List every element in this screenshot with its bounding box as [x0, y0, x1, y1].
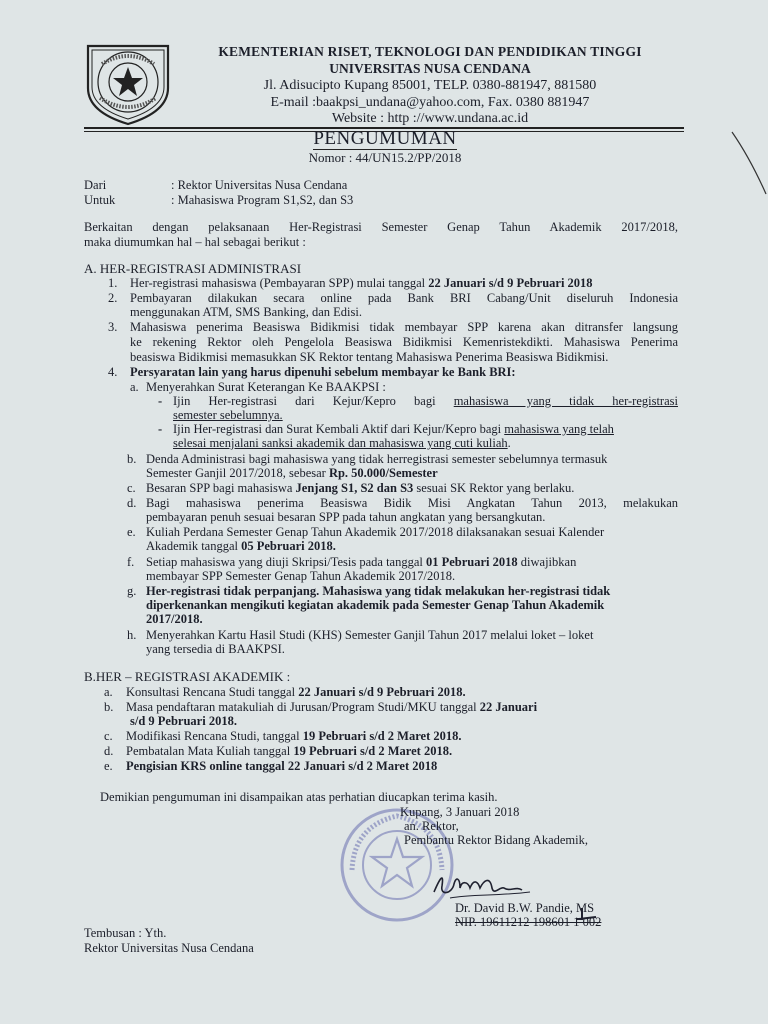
- document-number: Nomor : 44/UN15.2/PP/2018: [308, 150, 462, 165]
- subitem-label: a.: [130, 380, 139, 394]
- subitem-label: b.: [104, 700, 114, 714]
- subitem-d-line-2: pembayaran penuh sesuai besaran SPP pada tahun angkatan yang bersangkutan.: [146, 510, 546, 524]
- signatory-name: Dr. David B.W. Pandie, MS: [455, 901, 595, 915]
- subitem-a1-line-1: Ijin Her-registrasi dari Kejur/Kepro bagi mahasiswa yang tidak her-registrasi: [173, 394, 678, 408]
- item-3-line-3: beasiswa Bidikmisi memasukkan SK Rektor tentang Mahasiswa Penerima Beasiswa Bidikmisi.: [130, 350, 609, 364]
- section-b-item-d: Pembatalan Mata Kuliah tanggal 19 Pebruari s/d 2 Maret 2018.: [126, 744, 453, 758]
- subitem-label: c.: [104, 729, 113, 743]
- university-logo: [82, 42, 174, 126]
- subitem-d-line-1: Bagi mahasiswa penerima Beasiswa Bidik Misi Angkatan Tahun 2013, melakukan: [146, 496, 678, 510]
- subitem-h-line-2: yang tersedia di BAAKPSI.: [146, 642, 285, 656]
- item-number: 1.: [108, 276, 118, 290]
- subitem-a2-line-2: selesai menjalani sanksi akademik dan mahasiswa yang cuti kuliah.: [173, 436, 511, 450]
- subitem-label: d.: [104, 744, 114, 758]
- subitem-a-text: Menyerahkan Surat Keterangan Ke BAAKPSI :: [146, 380, 386, 394]
- university-name: UNIVERSITAS NUSA CENDANA: [329, 61, 531, 76]
- subitem-label: a.: [104, 685, 113, 699]
- untuk-value: : Mahasiswa Program S1,S2, dan S3: [171, 193, 354, 207]
- item-number: 2.: [108, 291, 118, 305]
- ministry-name: KEMENTERIAN RISET, TEKNOLOGI DAN PENDIDIKAN TINGGI: [218, 44, 642, 59]
- section-b-item-a: Konsultasi Rencana Studi tanggal 22 Januari s/d 9 Pebruari 2018.: [126, 685, 466, 699]
- item-2-line-1: Pembayaran dilakukan secara online pada Bank BRI Cabang/Unit diseluruh Indonesia: [130, 291, 678, 305]
- section-b-item-b-line-2: s/d 9 Pebruari 2018.: [130, 714, 237, 728]
- item-4-text: Persyaratan lain yang harus dipenuhi sebelum membayar ke Bank BRI:: [130, 365, 516, 379]
- untuk-label: Untuk: [84, 193, 116, 207]
- section-b-item-b-line-1: Masa pendaftaran matakuliah di Jurusan/Program Studi/MKU tanggal 22 Januari: [126, 700, 538, 714]
- intro-line-1: Berkaitan dengan pelaksanaan Her-Registrasi Semester Genap Tahun Akademik 2017/2018,: [84, 220, 678, 234]
- dari-value: : Rektor Universitas Nusa Cendana: [171, 178, 348, 192]
- signature-on-behalf: an. Rektor,: [404, 819, 459, 833]
- university-website: Website : http ://www.undana.ac.id: [331, 111, 529, 126]
- intro-line-2: maka diumumkan hal – hal sebagai berikut :: [84, 235, 306, 249]
- item-2-line-2: menggunakan ATM, SMS Banking, dan Edisi.: [130, 305, 362, 319]
- dari-label: Dari: [84, 178, 107, 192]
- subitem-label: e.: [104, 759, 113, 773]
- subitem-label: g.: [127, 584, 137, 598]
- university-address: Jl. Adisucipto Kupang 85001, TELP. 0380-881947, 881580: [263, 78, 597, 93]
- tembusan-label: Tembusan : Yth.: [84, 926, 167, 940]
- subitem-c-text: Besaran SPP bagi mahasiswa Jenjang S1, S2 dan S3 sesuai SK Rektor yang berlaku.: [146, 481, 575, 495]
- subitem-h-line-1: Menyerahkan Kartu Hasil Studi (KHS) Semester Ganjil Tahun 2017 melalui loket – loket: [146, 628, 594, 642]
- subitem-a1-line-2: semester sebelumnya.: [173, 408, 283, 422]
- subitem-label: c.: [127, 481, 136, 495]
- section-b-item-c: Modifikasi Rencana Studi, tanggal 19 Pebruari s/d 2 Maret 2018.: [126, 729, 462, 743]
- subitem-b-line-2: Semester Ganjil 2017/2018, sebesar Rp. 50.000/Semester: [146, 466, 438, 480]
- scan-edge-mark: [728, 128, 768, 198]
- signatory-nip: NIP. 19611212 198601 1 002: [455, 915, 602, 929]
- subitem-a2-line-1: Ijin Her-registrasi dan Surat Kembali Aktif dari Kejur/Kepro bagi mahasiswa yang telah: [173, 422, 614, 436]
- subitem-g-line-1: Her-registrasi tidak perpanjang. Mahasiswa yang tidak melakukan her-registrasi tidak: [146, 584, 611, 598]
- subitem-b-line-1: Denda Administrasi bagi mahasiswa yang tidak herregistrasi semester sebelumnya termasuk: [146, 452, 608, 466]
- section-b-heading: B.HER – REGISTRASI AKADEMIK :: [84, 669, 291, 684]
- item-1-text: Her-registrasi mahasiswa (Pembayaran SPP) mulai tanggal 22 Januari s/d 9 Pebruari 2018: [130, 276, 593, 290]
- signature-position: Pembantu Rektor Bidang Akademik,: [404, 833, 589, 847]
- subitem-f-line-2: membayar SPP Semester Genap Tahun Akademik 2017/2018.: [146, 569, 456, 583]
- signature-place-date: Kupang, 3 Januari 2018: [400, 805, 520, 819]
- section-a-heading: A. HER-REGISTRASI ADMINISTRASI: [84, 261, 302, 276]
- subitem-label: d.: [127, 496, 137, 510]
- item-3-line-1: Mahasiswa penerima Beasiswa Bidikmisi tidak membayar SPP karena akan ditransfer langsung: [130, 320, 678, 334]
- item-3-line-2: ke rekening Rektor oleh Pengelola Beasiswa Bidikmisi Kemenristekdikti. Mahasiswa Penerima: [130, 335, 678, 349]
- subitem-label: e.: [127, 525, 136, 539]
- subitem-label: f.: [127, 555, 135, 569]
- section-b-item-e: Pengisian KRS online tanggal 22 Januari s/d 2 Maret 2018: [126, 759, 438, 773]
- tembusan-value: Rektor Universitas Nusa Cendana: [84, 941, 254, 955]
- item-number: 4.: [108, 365, 118, 379]
- handwritten-signature: [430, 868, 540, 902]
- subitem-f-line-1: Setiap mahasiswa yang diuji Skripsi/Tesis pada tanggal 01 Pebruari 2018 diwajibkan: [146, 555, 577, 569]
- subitem-label: h.: [127, 628, 137, 642]
- document-title: PENGUMUMAN: [313, 128, 457, 149]
- closing-text: Demikian pengumuman ini disampaikan atas perhatian diucapkan terima kasih.: [100, 790, 498, 804]
- subitem-g-line-2: diperkenankan mengikuti kegiatan akademik pada Semester Genap Tahun Akademik: [146, 598, 605, 612]
- university-email: E-mail :baakpsi_undana@yahoo.com, Fax. 0380 881947: [270, 95, 590, 110]
- subitem-g-line-3: 2017/2018.: [146, 612, 203, 626]
- item-number: 3.: [108, 320, 118, 334]
- subitem-label: b.: [127, 452, 137, 466]
- subitem-e-line-1: Kuliah Perdana Semester Genap Tahun Akademik 2017/2018 dilaksanakan sesuai Kalender: [146, 525, 605, 539]
- subitem-e-line-2: Akademik tanggal 05 Pebruari 2018.: [146, 539, 336, 553]
- bullet-dash: -: [158, 394, 163, 408]
- bullet-dash: -: [158, 422, 163, 436]
